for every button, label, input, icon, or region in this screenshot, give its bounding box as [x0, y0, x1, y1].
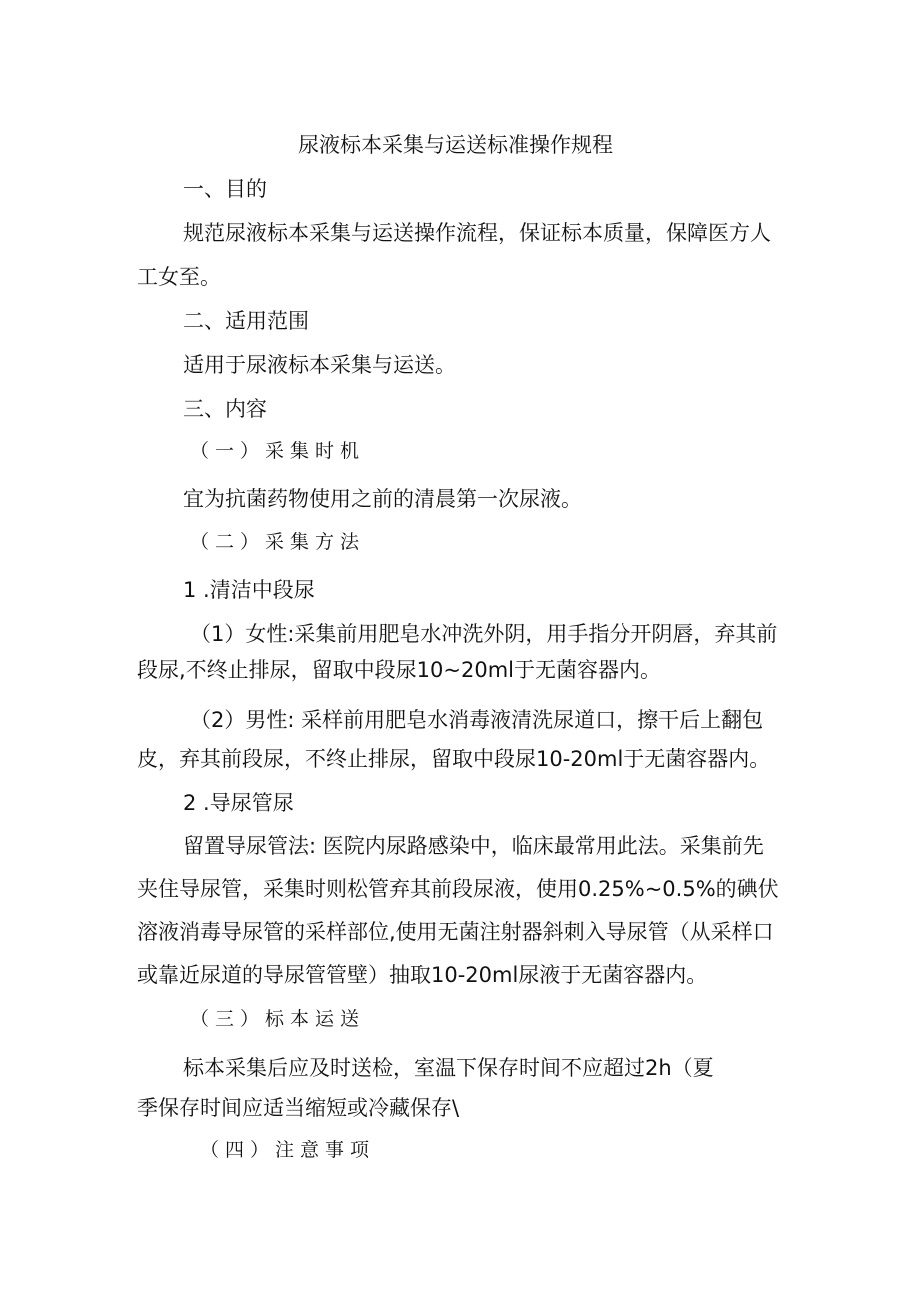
subsection-heading-method: （二）采集方法 — [190, 531, 366, 553]
paragraph-line: 工女至。 — [137, 265, 221, 289]
paragraph-line: 宜为抗菌药物使用之前的清晨第一次尿液。 — [183, 487, 582, 511]
subsection-heading-notes: （四）注意事项 — [200, 1139, 376, 1161]
paragraph-line: （2）男性: 采样前用肥皂水消毒液清洗尿道口，擦干后上翻包 — [190, 708, 764, 732]
paragraph-line: 夹住导尿管，采集时则松管弃其前段尿液，使用0.25%~0.5%的碘伏 — [137, 877, 779, 901]
paragraph-line: 留置导尿管法: 医院内尿路感染中，临床最常用此法。采集前先 — [183, 834, 764, 858]
paragraph-line: 段尿,不终止排尿，留取中段尿10~20ml于无菌容器内。 — [137, 658, 662, 682]
paragraph-line: （1）女性:采集前用肥皂水冲洗外阴，用手指分开阴唇，弃其前 — [190, 622, 778, 646]
item-heading-midstream: 1 .清洁中段尿 — [183, 578, 315, 602]
section-heading-content: 三、内容 — [183, 397, 267, 421]
paragraph-line: 适用于尿液标本采集与运送。 — [183, 353, 456, 377]
paragraph-line: 溶液消毒导尿管的采样部位,使用无菌注射器斜刺入导尿管（从采样口 — [137, 920, 774, 944]
paragraph-line: 标本采集后应及时送检，室温下保存时间不应超过2h（夏 — [183, 1056, 714, 1080]
paragraph-line: 规范尿液标本采集与运送操作流程，保证标本质量，保障医方人 — [183, 221, 771, 245]
section-heading-purpose: 一、目的 — [183, 177, 267, 201]
section-heading-scope: 二、适用范围 — [183, 309, 309, 333]
subsection-heading-transport: （三）标本运送 — [190, 1008, 366, 1030]
paragraph-line: 皮，弃其前段尿，不终止排尿，留取中段尿10-20ml于无菌容器内。 — [137, 747, 771, 771]
page-title: 尿液标本采集与运送标准操作规程 — [298, 133, 613, 157]
item-heading-catheter: 2 .导尿管尿 — [183, 791, 294, 815]
paragraph-line: 或靠近尿道的导尿管管壁）抽取10-20ml尿液于无菌容器内。 — [137, 963, 708, 987]
subsection-heading-timing: （一）采集时机 — [190, 440, 366, 462]
paragraph-line: 季保存时间应适当缩短或冷藏保存\ — [137, 1096, 460, 1120]
